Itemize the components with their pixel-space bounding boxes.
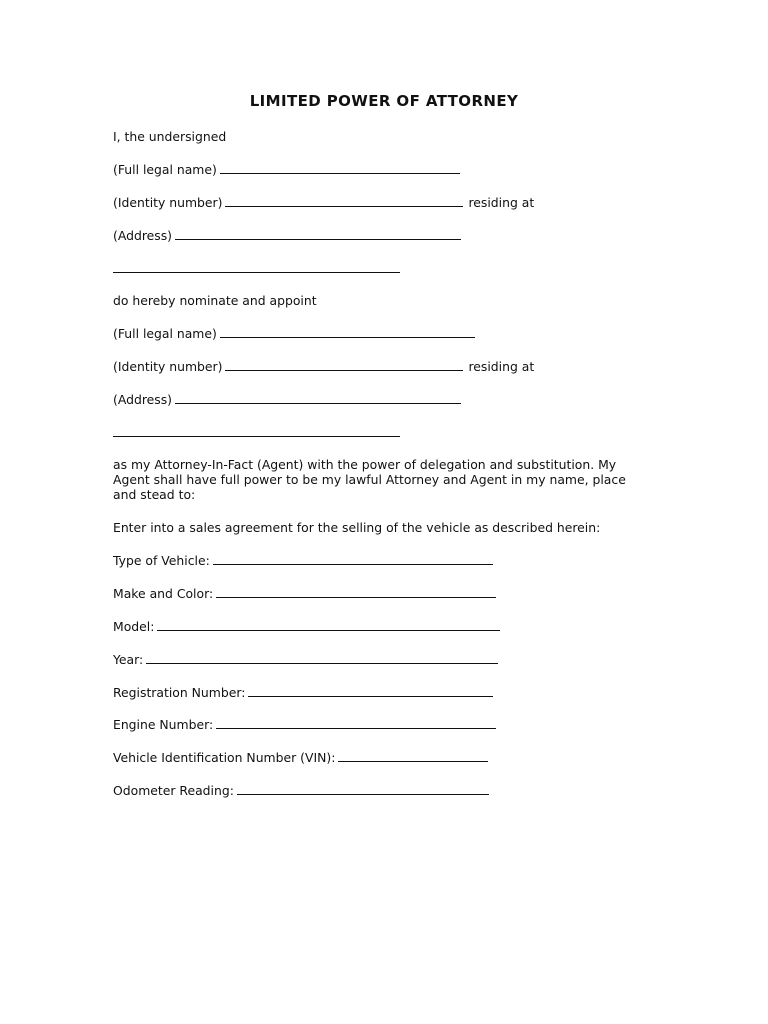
year-label: Year: [113, 652, 144, 667]
make-color-line [113, 586, 496, 601]
registration-label: Registration Number: [113, 685, 246, 700]
engine-blank[interactable] [216, 717, 496, 729]
appoint-text: do hereby nominate and appoint [113, 293, 317, 308]
year-line [113, 652, 498, 667]
registration-blank[interactable] [248, 685, 493, 697]
agent-address-blank[interactable] [175, 392, 461, 404]
powers-paragraph: as my Attorney-In-Fact (Agent) with the power of delegation and substitution. My Agent shall have full power to be my lawful Attorney and Agent in my name, place and stead to: [113, 457, 626, 502]
registration-line [113, 685, 493, 700]
agent-residing-text: residing at [468, 359, 535, 374]
principal-address-blank-2[interactable] [113, 261, 400, 273]
principal-address-label: (Address) [113, 228, 173, 243]
make-color-blank[interactable] [216, 586, 496, 598]
principal-address-line [113, 228, 461, 243]
agent-address-line [113, 392, 461, 407]
agent-address-blank-2[interactable] [113, 425, 400, 437]
vehicle-type-label: Type of Vehicle: [113, 553, 210, 568]
vin-blank[interactable] [338, 750, 488, 762]
agent-id-line [113, 359, 534, 374]
vehicle-type-blank[interactable] [213, 553, 493, 565]
odometer-blank[interactable] [237, 783, 489, 795]
model-label: Model: [113, 619, 155, 634]
agent-id-label: (Identity number) [113, 359, 223, 374]
principal-id-blank[interactable] [225, 195, 463, 207]
agent-name-blank[interactable] [220, 326, 475, 338]
principal-name-blank[interactable] [220, 162, 460, 174]
principal-residing-text: residing at [468, 195, 535, 210]
vin-line [113, 750, 488, 765]
engine-label: Engine Number: [113, 717, 214, 732]
principal-name-line [113, 162, 460, 177]
make-color-label: Make and Color: [113, 586, 214, 601]
principal-id-label: (Identity number) [113, 195, 223, 210]
model-blank[interactable] [157, 619, 500, 631]
model-line [113, 619, 500, 634]
principal-address-blank[interactable] [175, 228, 461, 240]
sales-intro-text: Enter into a sales agreement for the selling of the vehicle as described herein: [113, 520, 601, 535]
principal-name-label: (Full legal name) [113, 162, 217, 177]
vehicle-type-line [113, 553, 493, 568]
agent-id-blank[interactable] [225, 359, 463, 371]
vin-label: Vehicle Identification Number (VIN): [113, 750, 336, 765]
year-blank[interactable] [146, 652, 498, 664]
intro-text: I, the undersigned [113, 129, 227, 144]
agent-address-label: (Address) [113, 392, 173, 407]
odometer-label: Odometer Reading: [113, 783, 234, 798]
agent-name-label: (Full legal name) [113, 326, 217, 341]
agent-name-line [113, 326, 475, 341]
document-title: LIMITED POWER OF ATTORNEY [249, 92, 519, 110]
principal-id-line [113, 195, 534, 210]
principal-address-line-2 [113, 261, 400, 276]
engine-line [113, 717, 496, 732]
agent-address-line-2 [113, 425, 400, 440]
odometer-line [113, 783, 489, 798]
